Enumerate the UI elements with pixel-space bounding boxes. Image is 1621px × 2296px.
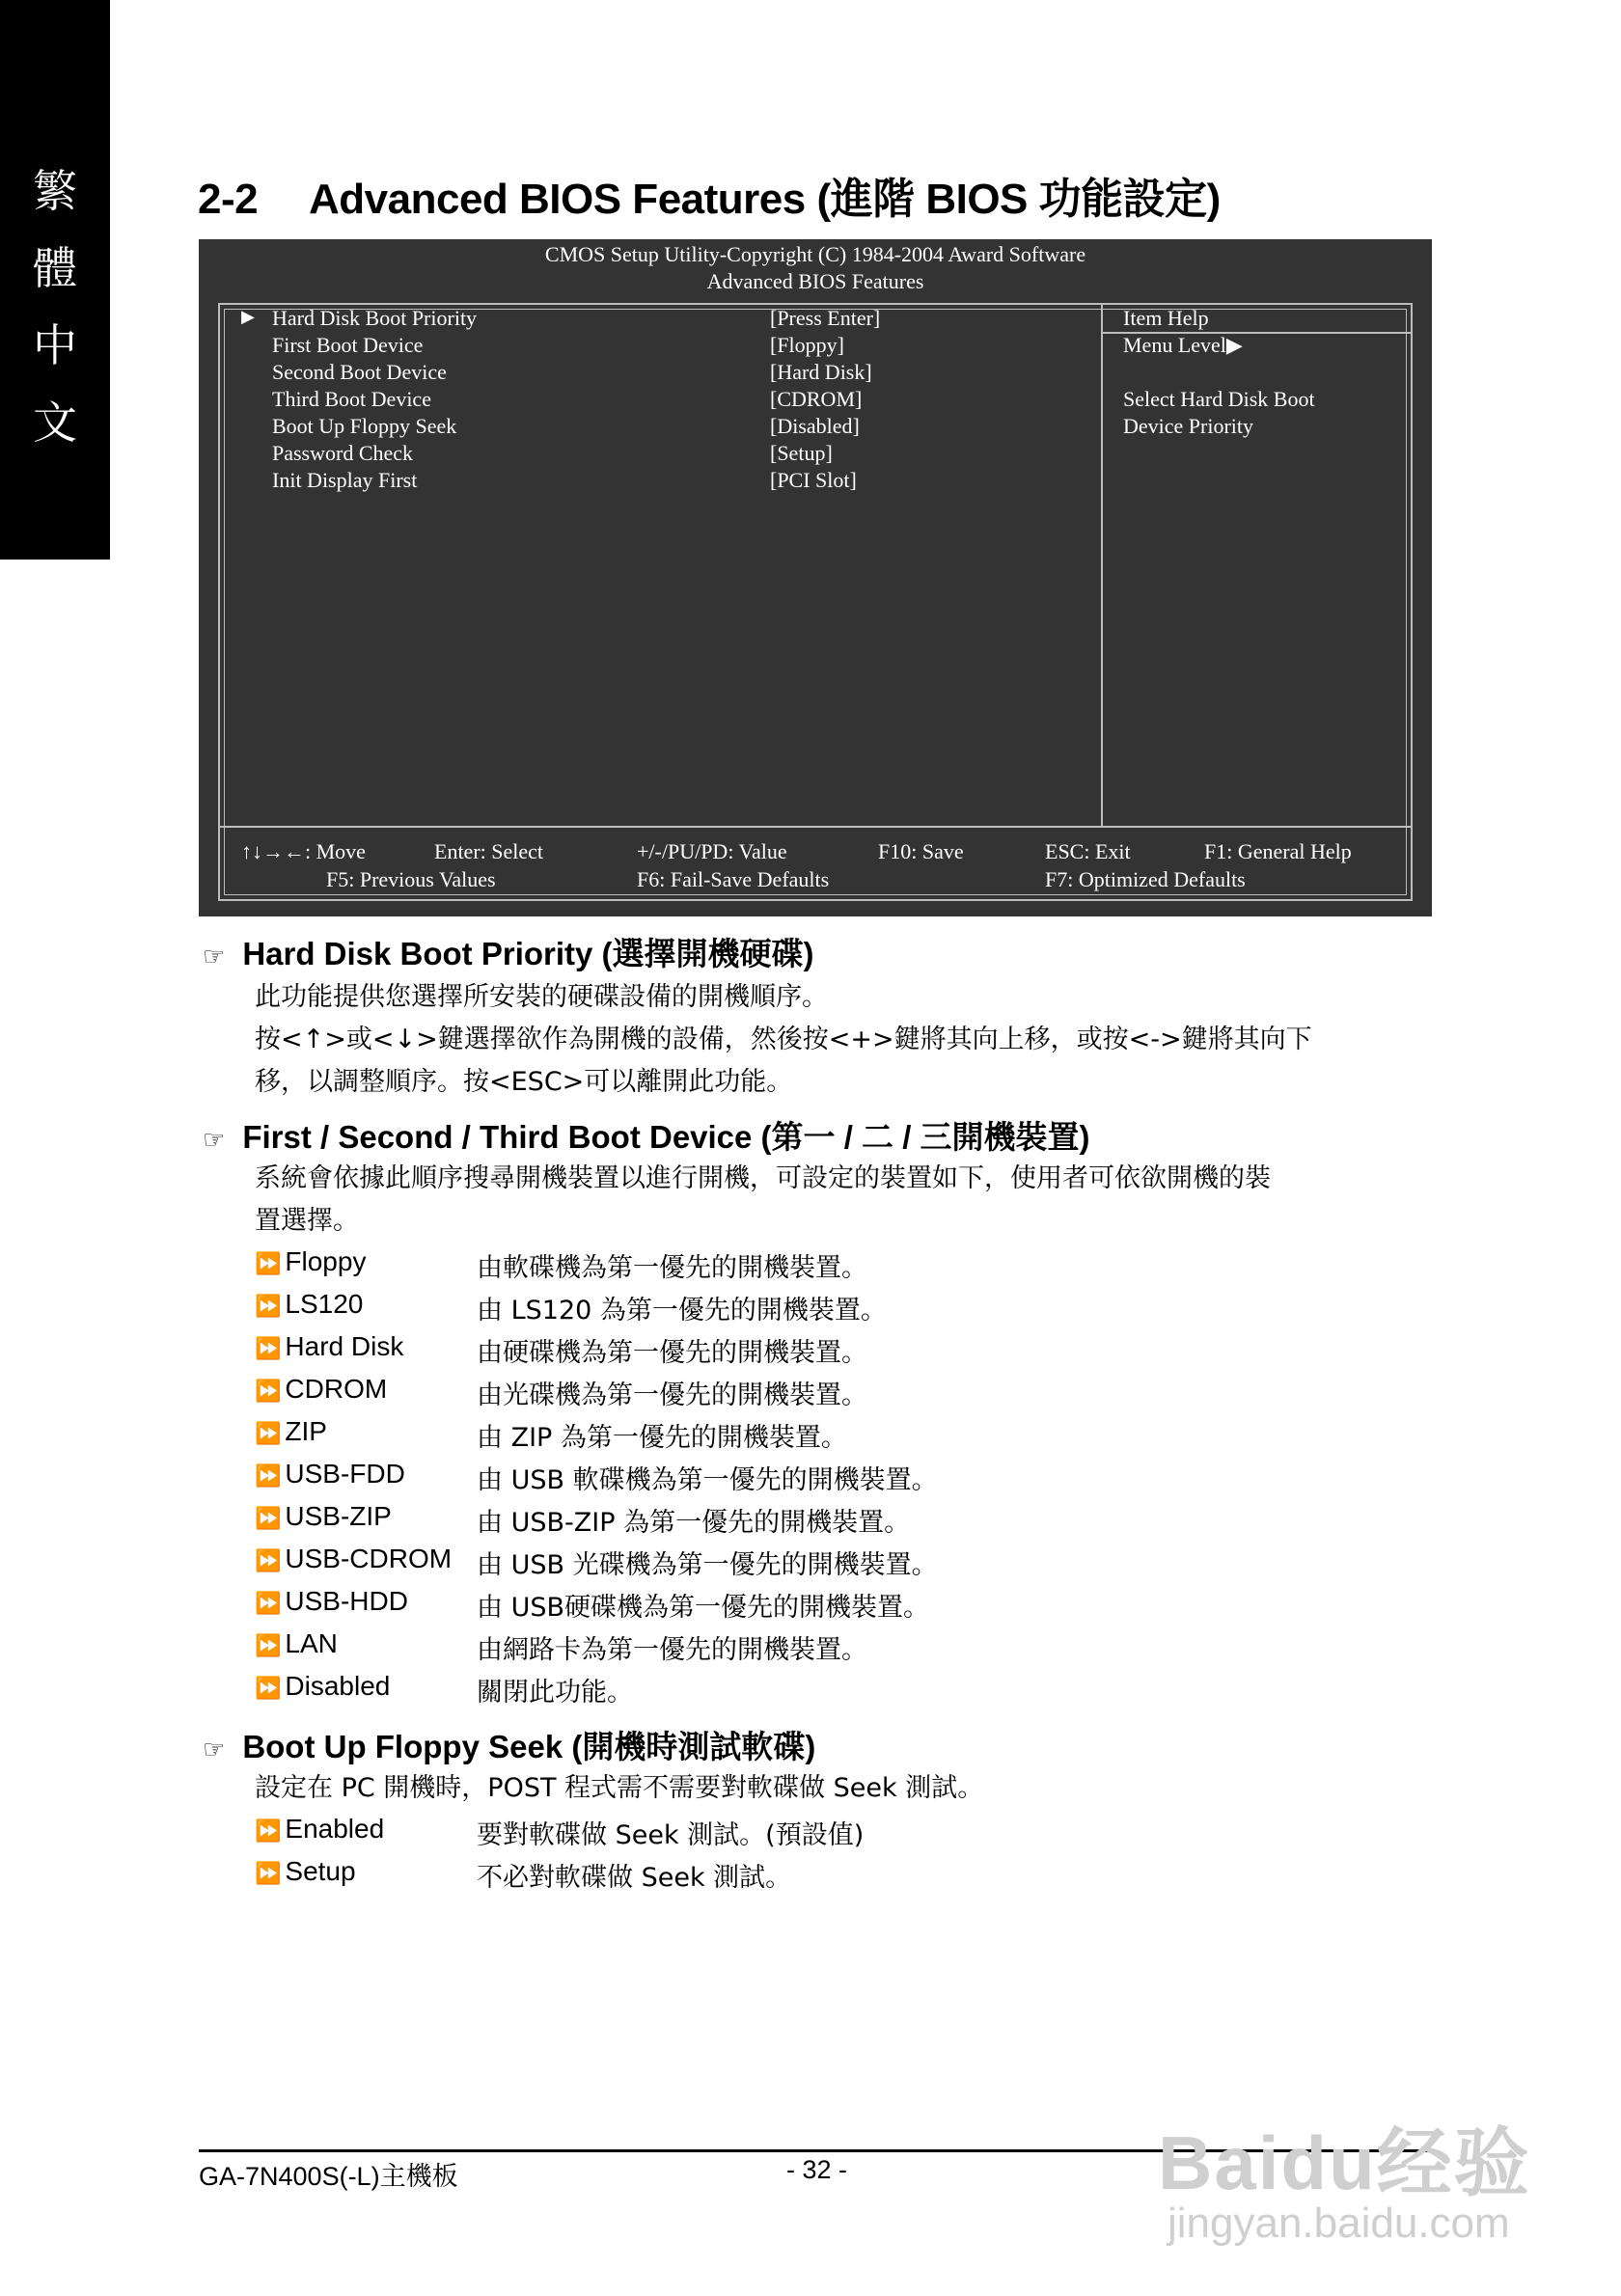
- key-select: Enter: Select: [434, 839, 544, 863]
- bios-footer-divider: [218, 826, 1413, 828]
- boot-option: ⏩ USB-CDROM 由 USB 光碟機為第一優先的開機裝置。: [255, 1544, 938, 1580]
- hdd-paragraph: 此功能提供您選擇所安裝的硬碟設備的開機順序。: [255, 982, 828, 1012]
- bios-header-copyright: CMOS Setup Utility-Copyright (C) 1984-2004 Award Software: [544, 242, 1086, 266]
- help-menu-level: Menu Level▶: [1123, 333, 1243, 357]
- bios-item-second-boot[interactable]: Second Boot Device: [272, 360, 447, 384]
- side-tab-char: 體: [33, 242, 77, 294]
- double-arrow-icon: ⏩: [255, 1336, 282, 1360]
- boot-option: ⏩ USB-ZIP 由 USB-ZIP 為第一優先的開機裝置。: [255, 1501, 911, 1538]
- bios-screen: [199, 239, 1432, 916]
- pointing-hand-icon: ☞: [203, 942, 226, 970]
- bios-value[interactable]: [Setup]: [770, 441, 833, 465]
- side-tab-char: 文: [33, 396, 77, 449]
- boot-paragraph: 系統會依據此順序搜尋開機裝置以進行開機，可設定的裝置如下，使用者可依欲開機的裝: [255, 1163, 1271, 1193]
- boot-paragraph: 置選擇。: [255, 1206, 359, 1236]
- watermark-brand: Baidu经验: [1158, 2120, 1531, 2205]
- floppy-option: ⏩ Setup 不必對軟碟做 Seek 測試。: [255, 1856, 792, 1893]
- heading-title: Advanced BIOS Features (進階 BIOS 功能設定): [309, 176, 1221, 223]
- boot-option: ⏩ ZIP 由 ZIP 為第一優先的開機裝置。: [255, 1416, 847, 1453]
- bios-item-list: [272, 305, 477, 494]
- double-arrow-icon: ⏩: [255, 1676, 282, 1700]
- key-exit: ESC: Exit: [1045, 839, 1131, 863]
- language-side-tab: [0, 0, 110, 560]
- boot-option: ⏩ Disabled 關閉此功能。: [255, 1671, 633, 1708]
- double-arrow-icon: ⏩: [255, 1294, 282, 1318]
- bios-header: [199, 239, 1432, 295]
- bios-item-floppy-seek[interactable]: Boot Up Floppy Seek: [272, 414, 457, 438]
- double-arrow-icon: ⏩: [255, 1379, 282, 1403]
- bios-item-init-display[interactable]: Init Display First: [272, 468, 418, 492]
- double-arrow-icon: ⏩: [255, 1861, 282, 1885]
- key-optimized: F7: Optimized Defaults: [1045, 867, 1246, 891]
- double-arrow-icon: ⏩: [255, 1818, 282, 1843]
- section-hdd-title: ☞ Hard Disk Boot Priority (選擇開機硬碟): [203, 936, 814, 971]
- bios-value[interactable]: [CDROM]: [770, 387, 863, 411]
- bios-value[interactable]: [Press Enter]: [770, 306, 881, 330]
- help-text: Select Hard Disk Boot: [1123, 387, 1315, 411]
- boot-option: ⏩ LAN 由網路卡為第一優先的開機裝置。: [255, 1628, 867, 1665]
- double-arrow-icon: ⏩: [255, 1251, 282, 1275]
- section-boot-title: ☞ First / Second / Third Boot Device (第一 / 二 / 三開機裝置): [203, 1119, 1090, 1155]
- key-help: F1: General Help: [1204, 839, 1352, 863]
- floppy-option: ⏩ Enabled 要對軟碟做 Seek 測試。(預設值): [255, 1814, 865, 1850]
- bios-value[interactable]: [Hard Disk]: [770, 360, 872, 384]
- key-value: +/-/PU/PD: Value: [637, 839, 787, 863]
- double-arrow-icon: ⏩: [255, 1633, 282, 1657]
- double-arrow-icon: ⏩: [255, 1421, 282, 1445]
- bios-item-help: [1123, 305, 1315, 440]
- bios-item-third-boot[interactable]: Third Boot Device: [272, 387, 431, 411]
- heading-number: 2-2: [198, 176, 259, 223]
- submenu-arrow-icon: ▶: [241, 307, 255, 326]
- bios-item-password-check[interactable]: Password Check: [272, 441, 414, 465]
- key-previous: F5: Previous Values: [326, 867, 496, 891]
- key-move: ↑↓→←: Move: [241, 839, 366, 863]
- section-floppy-title: ☞ Boot Up Floppy Seek (開機時測試軟碟): [203, 1729, 816, 1764]
- boot-option: ⏩ USB-HDD 由 USB硬碟機為第一優先的開機裝置。: [255, 1586, 930, 1623]
- page-number: - 32 -: [786, 2155, 848, 2184]
- page-heading: [198, 164, 1221, 226]
- bios-header-title: Advanced BIOS Features: [706, 269, 924, 293]
- help-title: Item Help: [1123, 306, 1209, 330]
- double-arrow-icon: ⏩: [255, 1506, 282, 1530]
- key-save: F10: Save: [878, 839, 964, 863]
- floppy-paragraph: 設定在 PC 開機時，POST 程式需不需要對軟碟做 Seek 測試。: [255, 1773, 984, 1803]
- help-text: Device Priority: [1123, 414, 1254, 438]
- key-failsafe: F6: Fail-Save Defaults: [637, 867, 830, 891]
- double-arrow-icon: ⏩: [255, 1548, 282, 1572]
- hdd-paragraph: 按<↑>或<↓>鍵選擇欲作為開機的設備，然後按<+>鍵將其向上移，或按<->鍵將其向下: [255, 1025, 1312, 1054]
- double-arrow-icon: ⏩: [255, 1591, 282, 1615]
- pointing-hand-icon: ☞: [203, 1125, 226, 1154]
- watermark: [1158, 2103, 1544, 2277]
- bios-value-list: [770, 305, 880, 494]
- bios-value[interactable]: [Floppy]: [770, 333, 844, 357]
- side-tab-char: 繁: [33, 165, 77, 217]
- side-tab-char: 中: [33, 319, 77, 371]
- boot-option: ⏩ LS120 由 LS120 為第一優先的開機裝置。: [255, 1289, 887, 1326]
- bios-divider: [1101, 303, 1103, 828]
- boot-option: ⏩ CDROM 由光碟機為第一優先的開機裝置。: [255, 1374, 867, 1410]
- bios-item-first-boot[interactable]: First Boot Device: [272, 333, 424, 357]
- watermark-url: jingyan.baidu.com: [1168, 2200, 1510, 2247]
- boot-option: ⏩ Hard Disk 由硬碟機為第一優先的開機裝置。: [255, 1331, 867, 1368]
- bios-value[interactable]: [PCI Slot]: [770, 468, 857, 492]
- pointing-hand-icon: ☞: [203, 1735, 226, 1763]
- bios-value[interactable]: [Disabled]: [770, 414, 860, 438]
- boot-option: ⏩ Floppy 由軟碟機為第一優先的開機裝置。: [255, 1246, 867, 1283]
- hdd-paragraph: 移，以調整順序。按<ESC>可以離開此功能。: [255, 1067, 793, 1097]
- bios-item-hdd-priority[interactable]: Hard Disk Boot Priority: [272, 306, 478, 330]
- footer-model: GA-7N400S(-L)主機板: [199, 2162, 458, 2191]
- double-arrow-icon: ⏩: [255, 1463, 282, 1488]
- boot-option: ⏩ USB-FDD 由 USB 軟碟機為第一優先的開機裝置。: [255, 1459, 938, 1495]
